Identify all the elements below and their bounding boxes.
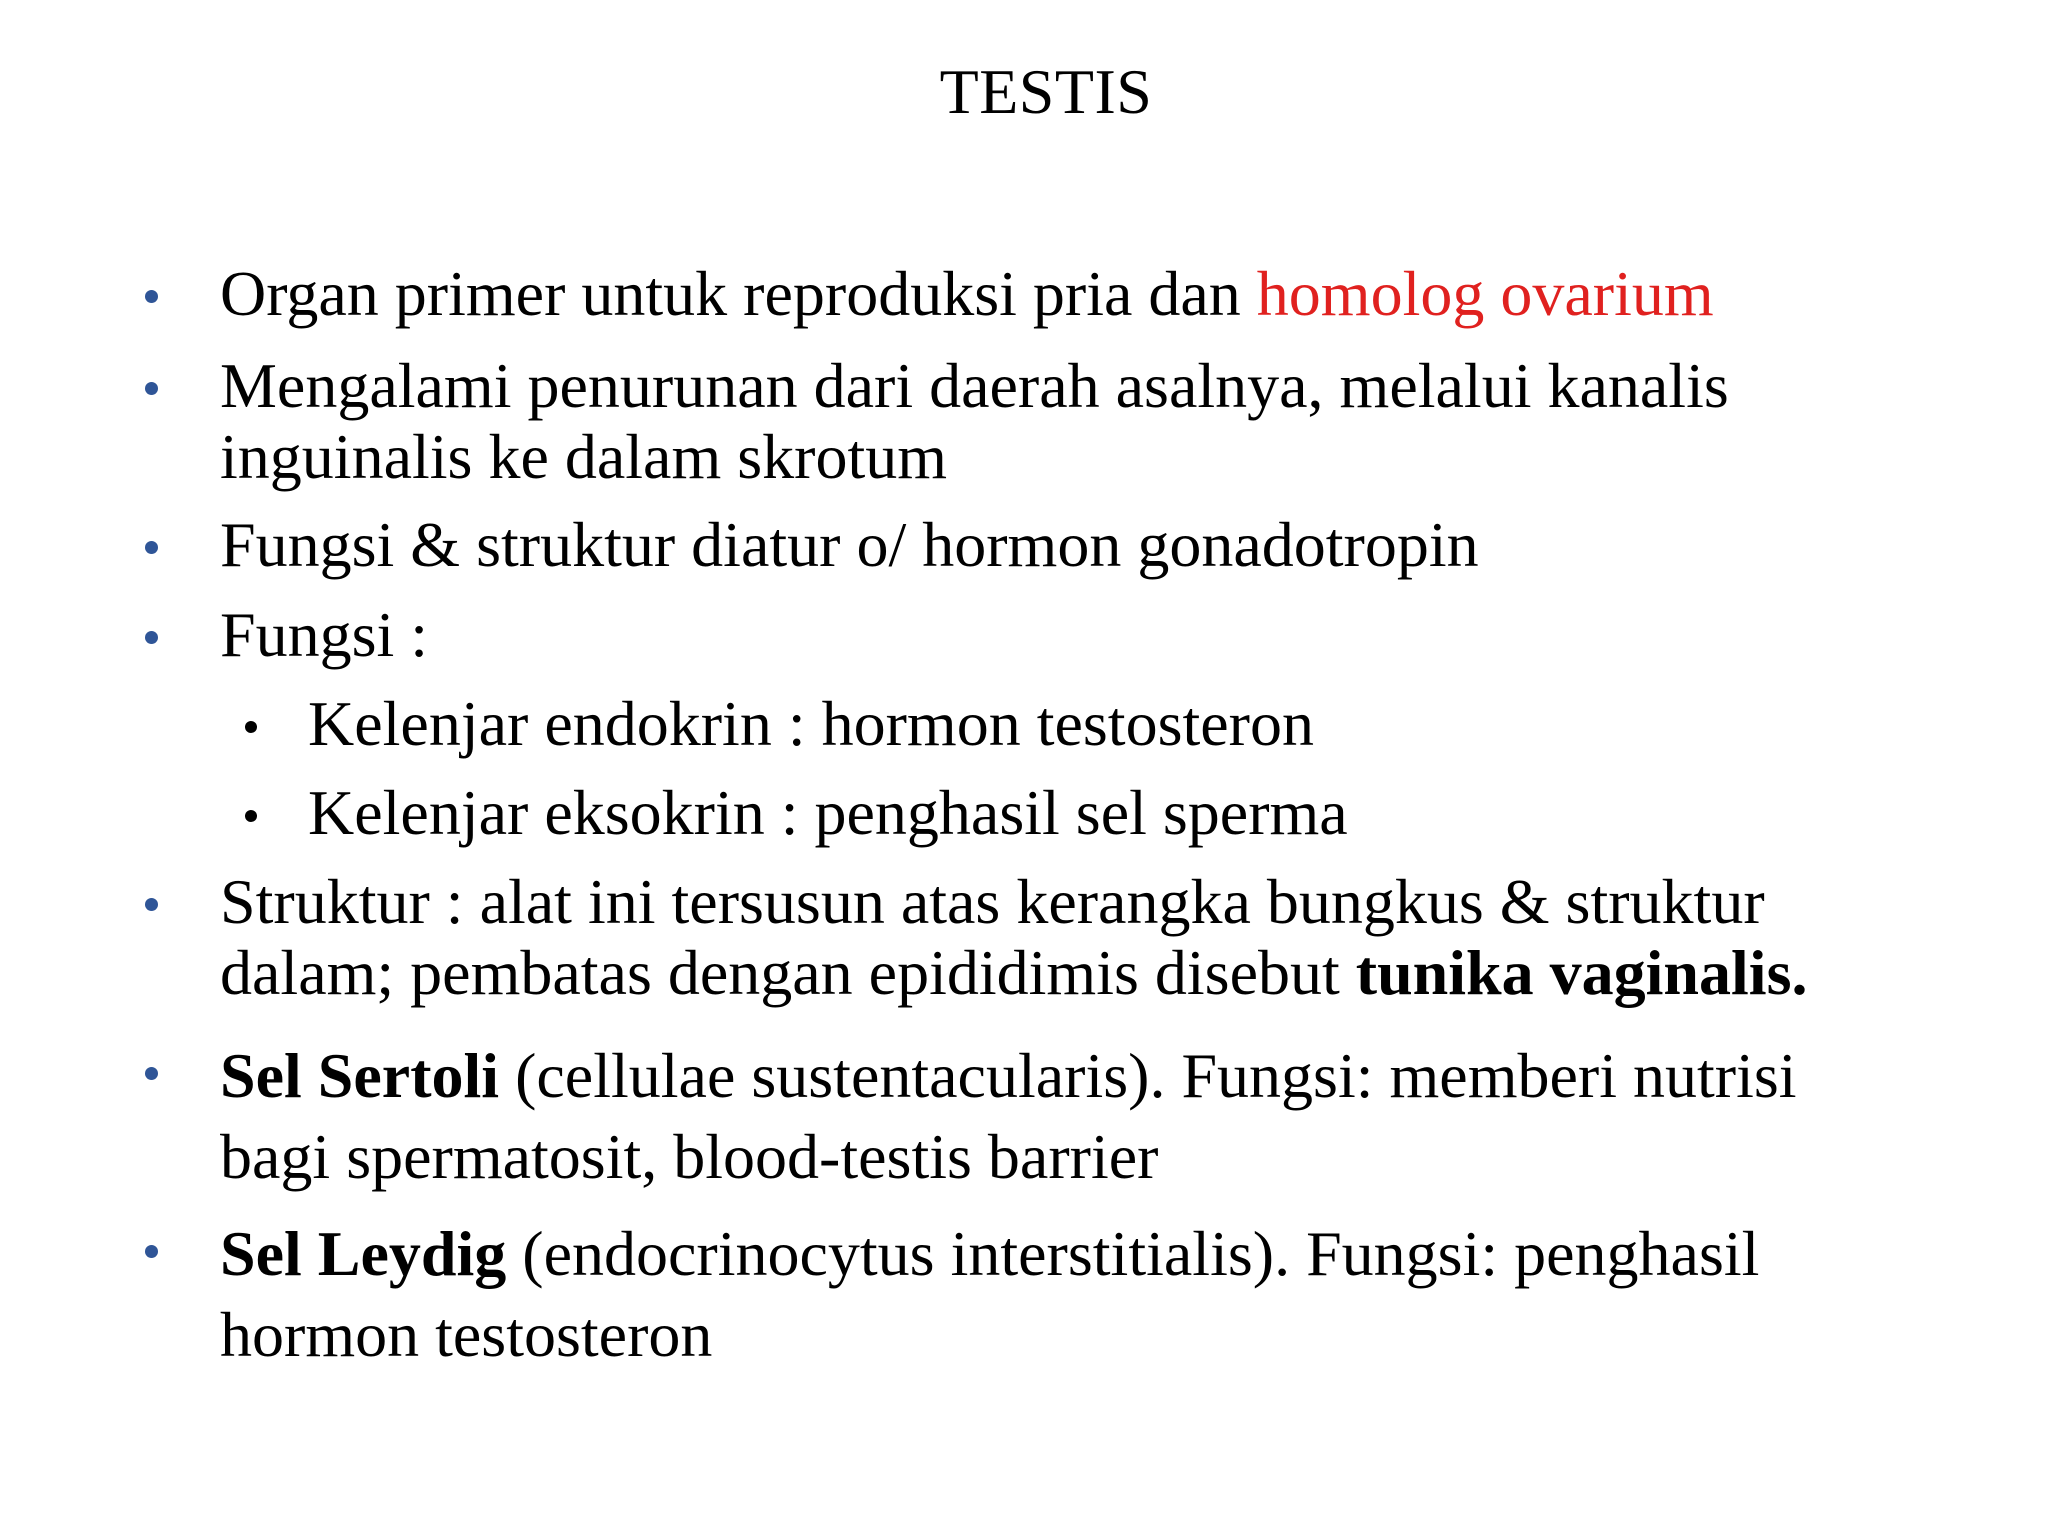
bullet-icon bbox=[145, 1245, 158, 1258]
bullet-text: Fungsi & struktur diatur o/ hormon gonadotropin bbox=[220, 509, 1479, 580]
bullet-line-1: Mengalami penurunan dari daerah asalnya, melalui kanalis bbox=[220, 350, 1729, 421]
bullet-line-1-rest: (endocrinocytus interstitialis). Fungsi: penghasil bbox=[506, 1218, 1760, 1289]
bullet-icon bbox=[145, 541, 158, 554]
slide-title: TESTIS bbox=[939, 56, 1153, 127]
bullet-text bbox=[220, 258, 1714, 329]
bullet-line-1: Struktur : alat ini tersusun atas kerangka bungkus & struktur bbox=[220, 866, 1765, 937]
bold-term-sel-leydig: Sel Leydig bbox=[220, 1218, 507, 1289]
bullet-text bbox=[220, 1213, 1759, 1375]
bullet-line-1-rest: (cellulae sustentacularis). Fungsi: memberi nutrisi bbox=[499, 1040, 1797, 1111]
bullet-icon bbox=[145, 290, 158, 303]
sub-bullet-icon bbox=[245, 810, 257, 822]
bullet-text: Fungsi : bbox=[220, 599, 429, 670]
sub-bullet-icon bbox=[245, 721, 257, 733]
bullet-line-2: inguinalis ke dalam skrotum bbox=[220, 421, 947, 492]
sub-bullet-text: Kelenjar eksokrin : penghasil sel sperma bbox=[308, 777, 1348, 848]
bullet-icon bbox=[145, 631, 158, 644]
bullet-icon bbox=[145, 382, 158, 395]
highlight-text: homolog ovarium bbox=[1256, 258, 1714, 329]
bullet-line-2-plain: dalam; pembatas dengan epididimis disebut bbox=[220, 937, 1356, 1008]
sub-bullet-text: Kelenjar endokrin : hormon testosteron bbox=[308, 688, 1314, 759]
bold-term-tunika-vaginalis: tunika vaginalis. bbox=[1355, 937, 1808, 1008]
bullet-text bbox=[220, 1035, 1797, 1197]
bullet-text bbox=[220, 866, 1807, 1008]
bullet-icon bbox=[145, 898, 158, 911]
bullet-line-2: bagi spermatosit, blood-testis barrier bbox=[220, 1121, 1159, 1192]
bullet-text bbox=[220, 350, 1729, 492]
bullet-line-2: hormon testosteron bbox=[220, 1299, 713, 1370]
bullet-text-plain: Organ primer untuk reproduksi pria dan bbox=[220, 258, 1257, 329]
bold-term-sel-sertoli: Sel Sertoli bbox=[220, 1040, 500, 1111]
bullet-icon bbox=[145, 1067, 158, 1080]
